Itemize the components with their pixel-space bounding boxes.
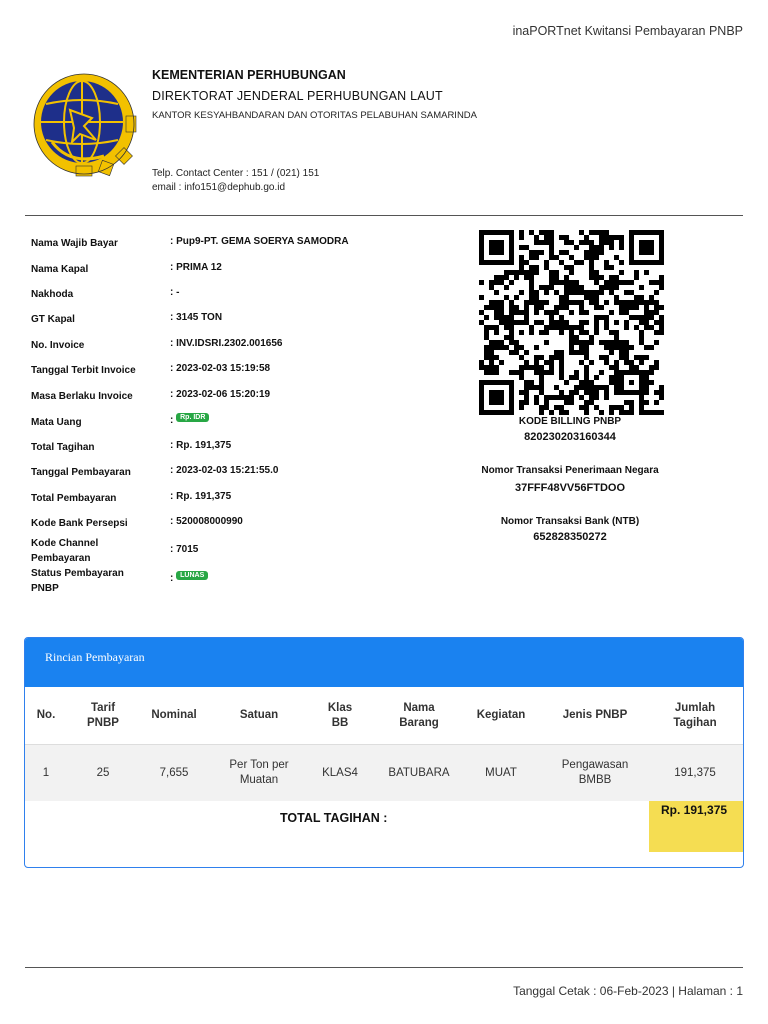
col-klas-bb: Klas BB — [327, 701, 353, 729]
label-tanggal-terbit: Tanggal Terbit Invoice — [31, 365, 136, 376]
ministry-name: KEMENTERIAN PERHUBUNGAN — [152, 68, 346, 82]
qr-code-icon — [474, 230, 669, 415]
col-kegiatan: Kegiatan — [476, 709, 526, 721]
table-row — [25, 745, 743, 801]
col-nominal: Nominal — [151, 709, 197, 721]
kode-billing-label: KODE BILLING PNBP — [518, 416, 622, 427]
cell-jumlah-tagihan: 191,375 — [674, 766, 716, 779]
status-prefix: : — [170, 573, 174, 584]
contact-phone: Telp. Contact Center : 151 / (021) 151 — [152, 168, 320, 179]
cell-satuan: Per Ton per Muatan — [229, 759, 289, 786]
mata-uang-prefix: : — [170, 415, 174, 426]
total-tagihan-highlight — [649, 801, 743, 852]
value-total-tagihan: : Rp. 191,375 — [170, 440, 232, 451]
currency-badge: Rp. IDR — [176, 413, 209, 422]
cell-kegiatan: MUAT — [485, 766, 517, 779]
status-badge: LUNAS — [176, 571, 208, 580]
label-gt-kapal: GT Kapal — [31, 314, 75, 325]
label-mata-uang: Mata Uang — [31, 417, 82, 428]
office-name: KANTOR KESYAHBANDARAN DAN OTORITAS PELABUHAN SAMARINDA — [152, 110, 478, 121]
ministry-logo-icon — [30, 70, 138, 178]
table-header-row — [25, 687, 743, 745]
cell-nominal: 7,655 — [159, 766, 189, 779]
value-kode-bank: : 520008000990 — [170, 516, 243, 527]
cell-no: 1 — [42, 766, 50, 779]
value-total-pembayaran: : Rp. 191,375 — [170, 491, 232, 502]
label-no-invoice: No. Invoice — [31, 340, 85, 351]
label-masa-berlaku: Masa Berlaku Invoice — [31, 391, 133, 402]
value-tanggal-pembayaran: : 2023-02-03 15:21:55.0 — [170, 465, 279, 476]
card-header — [25, 638, 743, 687]
value-mata-uang — [170, 415, 209, 426]
header-divider — [25, 215, 743, 216]
value-gt-kapal: : 3145 TON — [170, 312, 223, 323]
label-kode-bank: Kode Bank Persepsi — [31, 518, 128, 529]
ntpn-label: Nomor Transaksi Penerimaan Negara — [481, 465, 659, 476]
ntpn-value: 37FFF48VV56FTDOO — [514, 482, 626, 494]
label-total-pembayaran: Total Pembayaran — [31, 493, 117, 504]
col-nama-barang: Nama Barang — [399, 701, 439, 729]
contact-email: email : info151@dephub.go.id — [152, 182, 286, 193]
label-nakhoda: Nakhoda — [31, 289, 74, 300]
total-tagihan-value: Rp. 191,375 — [661, 803, 728, 817]
cell-nama-barang: BATUBARA — [388, 766, 450, 779]
value-masa-berlaku: : 2023-02-06 15:20:19 — [170, 389, 271, 400]
label-tanggal-pembayaran: Tanggal Pembayaran — [31, 467, 131, 478]
label-status-pembayaran: Status Pembayaran PNBP — [31, 568, 124, 594]
value-nakhoda: : - — [170, 287, 180, 298]
col-jumlah-tagihan: Jumlah Tagihan — [673, 701, 717, 729]
label-nama-wajib-bayar: Nama Wajib Bayar — [31, 238, 118, 249]
cell-jenis-pnbp: Pengawasan BMBB — [561, 759, 629, 786]
footer-divider — [25, 967, 743, 968]
value-tanggal-terbit: : 2023-02-03 15:19:58 — [170, 363, 271, 374]
value-kode-channel: : 7015 — [170, 544, 199, 555]
value-nama-kapal: : PRIMA 12 — [170, 262, 222, 273]
total-tagihan-label: TOTAL TAGIHAN : — [280, 811, 388, 825]
card-title: Rincian Pembayaran — [45, 650, 145, 664]
col-jenis-pnbp: Jenis PNBP — [562, 709, 628, 721]
cell-klas-bb: KLAS4 — [322, 766, 358, 779]
print-info: Tanggal Cetak : 06-Feb-2023 | Halaman : 1 — [513, 984, 743, 998]
directorate-name: DIREKTORAT JENDERAL PERHUBUNGAN LAUT — [152, 89, 443, 103]
ntb-value: 652828350272 — [533, 531, 607, 543]
value-nama-wajib-bayar: : Pup9-PT. GEMA SOERYA SAMODRA — [170, 236, 349, 247]
cell-tarif-pnbp: 25 — [96, 766, 110, 779]
value-no-invoice: : INV.IDSRI.2302.001656 — [170, 338, 283, 349]
value-status-pembayaran — [170, 573, 208, 584]
rincian-pembayaran-card — [24, 637, 744, 868]
label-total-tagihan: Total Tagihan — [31, 442, 95, 453]
col-no: No. — [36, 709, 56, 721]
col-tarif-pnbp: Tarif PNBP — [87, 701, 119, 729]
document-title: inaPORTnet Kwitansi Pembayaran PNBP — [512, 24, 743, 38]
label-nama-kapal: Nama Kapal — [31, 264, 89, 275]
kode-billing-value: 820230203160344 — [524, 431, 616, 443]
col-satuan: Satuan — [239, 709, 279, 721]
label-kode-channel: Kode Channel Pembayaran — [31, 538, 99, 564]
ntb-label: Nomor Transaksi Bank (NTB) — [500, 516, 640, 527]
